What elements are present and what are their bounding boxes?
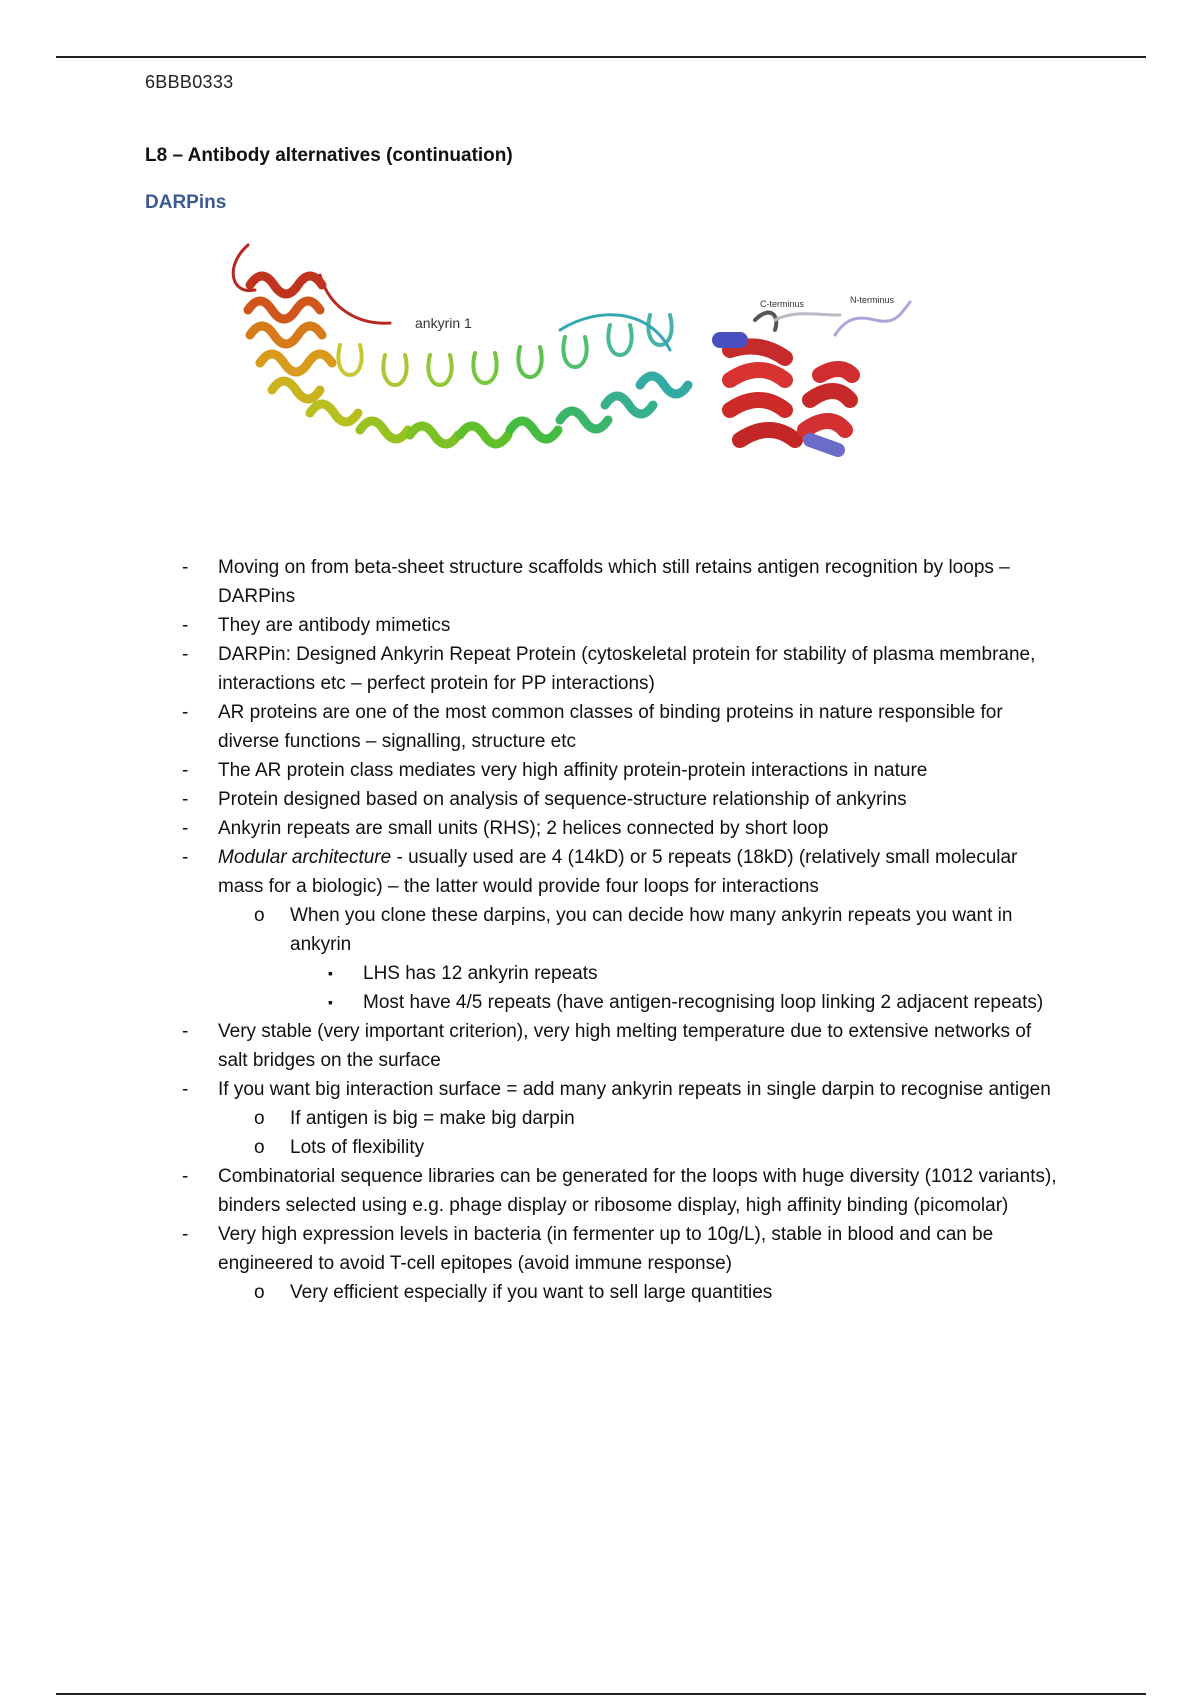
list-item: - Modular architecture - usually used are 4 (14kD) or 5 repeats (18kD) (relatively small molecular mass for a biologic) – the latter would provide four loops for interactions	[145, 843, 1065, 901]
list-item: o Lots of flexibility	[145, 1133, 1065, 1162]
list-item: - The AR protein class mediates very high affinity protein-protein interactions in nature	[145, 756, 1065, 785]
course-code: 6BBB0333	[145, 72, 234, 92]
dash-bullet: -	[182, 1021, 189, 1042]
list-item: - Very stable (very important criterion), very high melting temperature due to extensive networks of salt bridges on the surface	[145, 1017, 1065, 1075]
list-item: - Ankyrin repeats are small units (RHS); 2 helices connected by short loop	[145, 814, 1065, 843]
list-item: o If antigen is big = make big darpin	[145, 1104, 1065, 1133]
c-terminus-label: C-terminus	[760, 299, 805, 309]
dash-bullet: -	[182, 644, 189, 665]
dash-bullet: -	[182, 760, 189, 781]
list-item: - Combinatorial sequence libraries can be generated for the loops with huge diversity (1012 variants), binders selected using e.g. phage display or ribosome display, high affinity binding (picomolar)	[145, 1162, 1065, 1220]
square-bullet: ▪	[328, 965, 333, 981]
bullet-list	[145, 553, 1065, 1307]
square-bullet: ▪	[328, 994, 333, 1010]
dash-bullet: -	[182, 702, 189, 723]
dash-bullet: -	[182, 1079, 189, 1100]
footer-rule	[56, 1693, 1146, 1695]
list-item: - DARPin: Designed Ankyrin Repeat Protein (cytoskeletal protein for stability of plasma membrane, interactions etc – perfect protein for PP interactions)	[145, 640, 1065, 698]
dash-bullet: -	[182, 1166, 189, 1187]
dash-bullet: -	[182, 818, 189, 839]
list-item: - Very high expression levels in bacteria (in fermenter up to 10g/L), stable in blood and can be engineered to avoid T-cell epitopes (avoid immune response)	[145, 1220, 1065, 1278]
single-repeat-ribbon-image	[720, 302, 910, 450]
ankyrin-ribbon-image	[233, 245, 688, 444]
dash-bullet: -	[182, 1224, 189, 1245]
ankyrin-label: ankyrin 1	[415, 315, 472, 331]
list-item: ▪ Most have 4/5 repeats (have antigen-recognising loop linking 2 adjacent repeats)	[145, 988, 1065, 1017]
circle-bullet: o	[254, 905, 265, 926]
list-item: o Very efficient especially if you want to sell large quantities	[145, 1278, 1065, 1307]
list-item: - Moving on from beta-sheet structure scaffolds which still retains antigen recognition by loops – DARPins	[145, 553, 1065, 611]
darpin-structure-figure	[220, 235, 980, 515]
list-item: o When you clone these darpins, you can decide how many ankyrin repeats you want in ankyrin	[145, 901, 1065, 959]
list-item: - They are antibody mimetics	[145, 611, 1065, 640]
list-item: ▪ LHS has 12 ankyrin repeats	[145, 959, 1065, 988]
list-item: - Protein designed based on analysis of sequence-structure relationship of ankyrins	[145, 785, 1065, 814]
section-title: DARPins	[145, 192, 227, 213]
dash-bullet: -	[182, 557, 189, 578]
n-terminus-label: N-terminus	[850, 295, 895, 305]
dash-bullet: -	[182, 615, 189, 636]
list-item: - AR proteins are one of the most common classes of binding proteins in nature responsible for diverse functions – signalling, structure etc	[145, 698, 1065, 756]
dash-bullet: -	[182, 789, 189, 810]
header-rule	[56, 56, 1146, 58]
circle-bullet: o	[254, 1282, 265, 1303]
circle-bullet: o	[254, 1137, 265, 1158]
lecture-title: L8 – Antibody alternatives (continuation)	[145, 145, 513, 166]
circle-bullet: o	[254, 1108, 265, 1129]
list-item: - If you want big interaction surface = add many ankyrin repeats in single darpin to recognise antigen	[145, 1075, 1065, 1104]
dash-bullet: -	[182, 847, 189, 868]
